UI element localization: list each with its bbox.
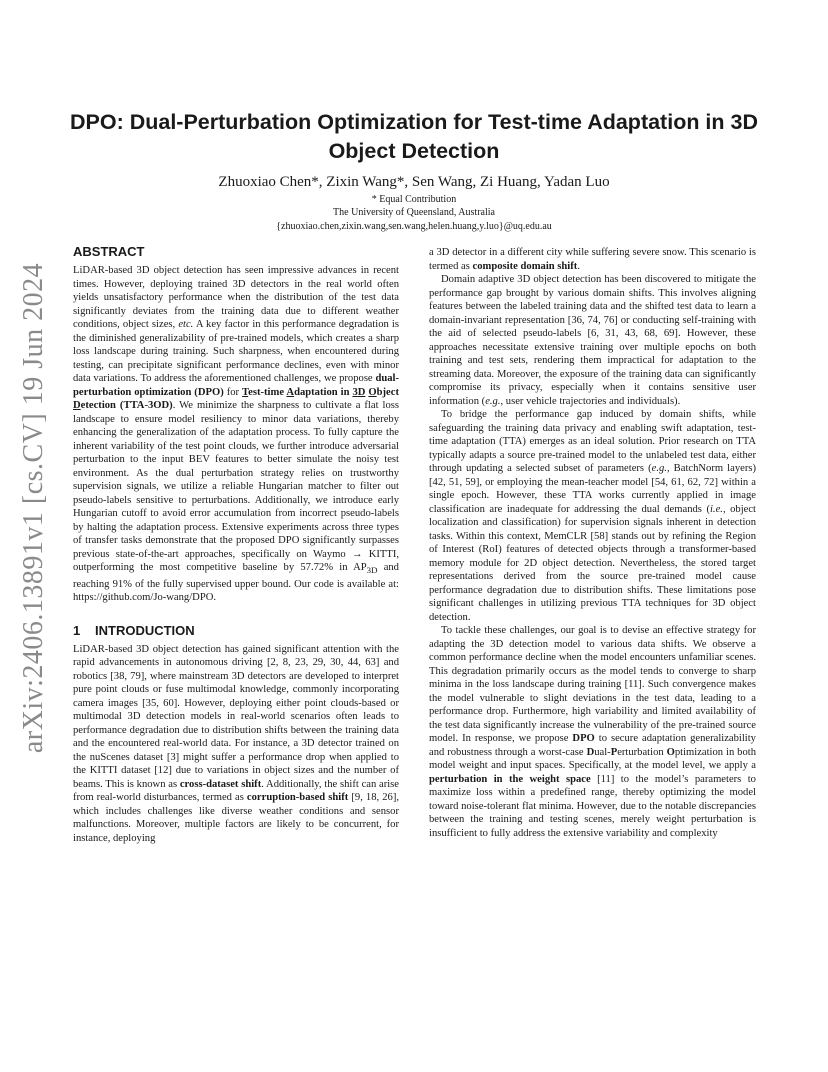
abstract-heading: ABSTRACT [73,244,145,259]
intro-paragraph-4: To tackle these challenges, our goal is to devise an effective strategy for adapting the 3D detection model to various data shifts. We observe a common performance decline when the model encounters unfamiliar scenes. This degradation primarily occurs as the model tends to converge to sharp minima in the loss landscape during training [11]. Such convergence makes the model vulnerable to slight deviations in the test data, leading to a performance drop. Furthermore, high variability and limited availability of the test data significantly increase the vulnerability of the pre-trained source model. In response, we propose DPO to secure adaptation generalizability and robustness through a worst-case Dual-Perturbation Optimization in both model weight and input spaces. Specifically, at the model level, we apply a perturbation in the weight space [11] to the model’s parameters to maximize loss within a predefined range, thereby optimizing the model toward noise-tolerant flat minima. However, due to the notable discrepancies between the training and testing scenes, merely weight perturbation is insufficient to fully address the extensive variability and complexity [429,625,756,839]
intro-paragraph-2: Domain adaptive 3D object detection has been discovered to mitigate the performance gap brought by various domain shifts. This involves aligning features between the labeled training data and the shifted test data to learn a domain-invariant representation [36, 74, 76] or conducting self-training with the aid of selected pseudo-labels [6, 31, 43, 68, 69]. However, these approaches necessitate extensive training over multiple epochs on both training and test sets, rendering them impractical for adaptation to the streaming data. Moreover, the exposure of the training data can significantly compromise its privacy, especially when it contains sensitive user information (e.g., user vehicle trajectories and individuals). [429,274,756,407]
author-emails: {zhuoxiao.chen,zixin.wang,sen.wang,helen.huang,y.luo}@uq.edu.au [276,221,552,232]
equal-contribution-note: * Equal Contribution [371,194,457,205]
left-column [73,244,399,845]
arxiv-stamp [16,262,52,754]
paper-title: DPO: Dual-Perturbation Optimization for Test-time Adaptation in 3D Object Detection [69,110,758,163]
introduction-heading: 1 INTRODUCTION [73,622,195,638]
author-list: Zhuoxiao Chen*, Zixin Wang*, Sen Wang, Zi Huang, Yadan Luo [218,174,610,190]
arxiv-stamp-text: arXiv:2406.13891v1 [cs.CV] 19 Jun 2024 [18,262,49,754]
intro-paragraph-1: LiDAR-based 3D object detection has gained significant attention with the rapid advancements in autonomous driving [2, 8, 23, 29, 30, 44, 63] and robotics [38, 79], where mainstream 3D detectors are developed to interpret pure point clouds or fuse multimodal knowledge, commonly incorporating camera images [35, 60]. However, deploying either point clouds-based or multimodal 3D detection models in real-world scenarios often leads to performance degradation due to distribution shifts between the training data and the encountered real-world data. For instance, a 3D detector trained on the nuScenes dataset [3] might suffer a performance drop when applied to the KITTI dataset [12] due to variations in object sizes and the number of beams. This is known as cross-dataset shift. Additionally, the shift can arise from real-world disturbances, termed as corruption-based shift [9, 18, 26], which includes challenges like diverse weather conditions and sensor malfunctions. Moreover, multiple factors are likely to be concurrent, for instance, deploying [73,643,400,844]
institution: The University of Queensland, Australia [333,207,495,218]
abstract-paragraph: LiDAR-based 3D object detection has seen impressive advances in recent times. However, deploying trained 3D detectors in the real world often yields unsatisfactory performance when the distribution of the test data significantly deviates from the training data due to different weather conditions, object sizes, etc. A key factor in this performance degradation is the diminished generalizability of pre-trained models, which creates a sharp loss landscape during training. Such sharpness, when encountered during testing, can precipitate significant performance declines, even with minor data variations. To address the aforementioned challenges, we propose dual-perturbation optimization (DPO) for Test-time Adaptation in 3D Object Detection (TTA-3OD). We minimize the sharpness to cultivate a flat loss landscape to ensure model resiliency to minor data variations, thereby enhancing the generalization of the adaptation process. To fully capture the inherent variability of the test point clouds, we further introduce adversarial perturbation to the input BEV features to better simulate the noisy test environment. As the dual perturbation strategy relies on trustworthy supervision signals, we utilize a reliable Hungarian matcher to filter out pseudo-labels sensitive to perturbations. Additionally, we introduce early Hungarian cutoff to avoid error accumulation from incorrect pseudo-labels by halting the adaptation process. Extensive experiments across three types of transfer tasks demonstrate that the proposed DPO significantly surpasses previous state-of-the-art approaches, specifically on Waymo → KITTI, outperforming the most competitive baseline by 57.72% in $AP_{3D}$ and reaching 91% of the fully supervised upper bound. Our code is available at: https://github.com/Jo-wang/DPO. [73,265,399,604]
right-column [429,246,756,840]
intro-paragraph-3: To bridge the performance gap induced by domain shifts, while safeguarding the training data privacy and enabling swift adaptation, test-time adaptation (TTA) emerges as an ideal solution. Prior research on TTA typically adapts a source pre-trained model to the unlabeled test data, either through updating a selected subset of parameters (e.g., BatchNorm layers) [42, 51, 59], or employing the mean-teacher model [54, 61, 62, 72] within a single epoch. However, these TTA works currently applied in image classification are inadequate for addressing the dual demands (i.e., object localization and classification) for supervision signals inherent in detection tasks. Within this context, MemCLR [58] stands out by refining the Region of Interest (RoI) features of detected objects through a transformer-based memory module for 2D object detection. Nevertheless, the stored target representations derived from the source pre-trained model cause performance degradation due to distribution shifts. These limitations pose significant challenges in utilizing previous TTA techniques for 3D object detection. [429,409,757,623]
section-number: 1 [73,622,81,638]
intro-paragraph-1-cont: a 3D detector in a different city while suffering severe snow. This scenario is termed as composite domain shift. [429,247,756,272]
